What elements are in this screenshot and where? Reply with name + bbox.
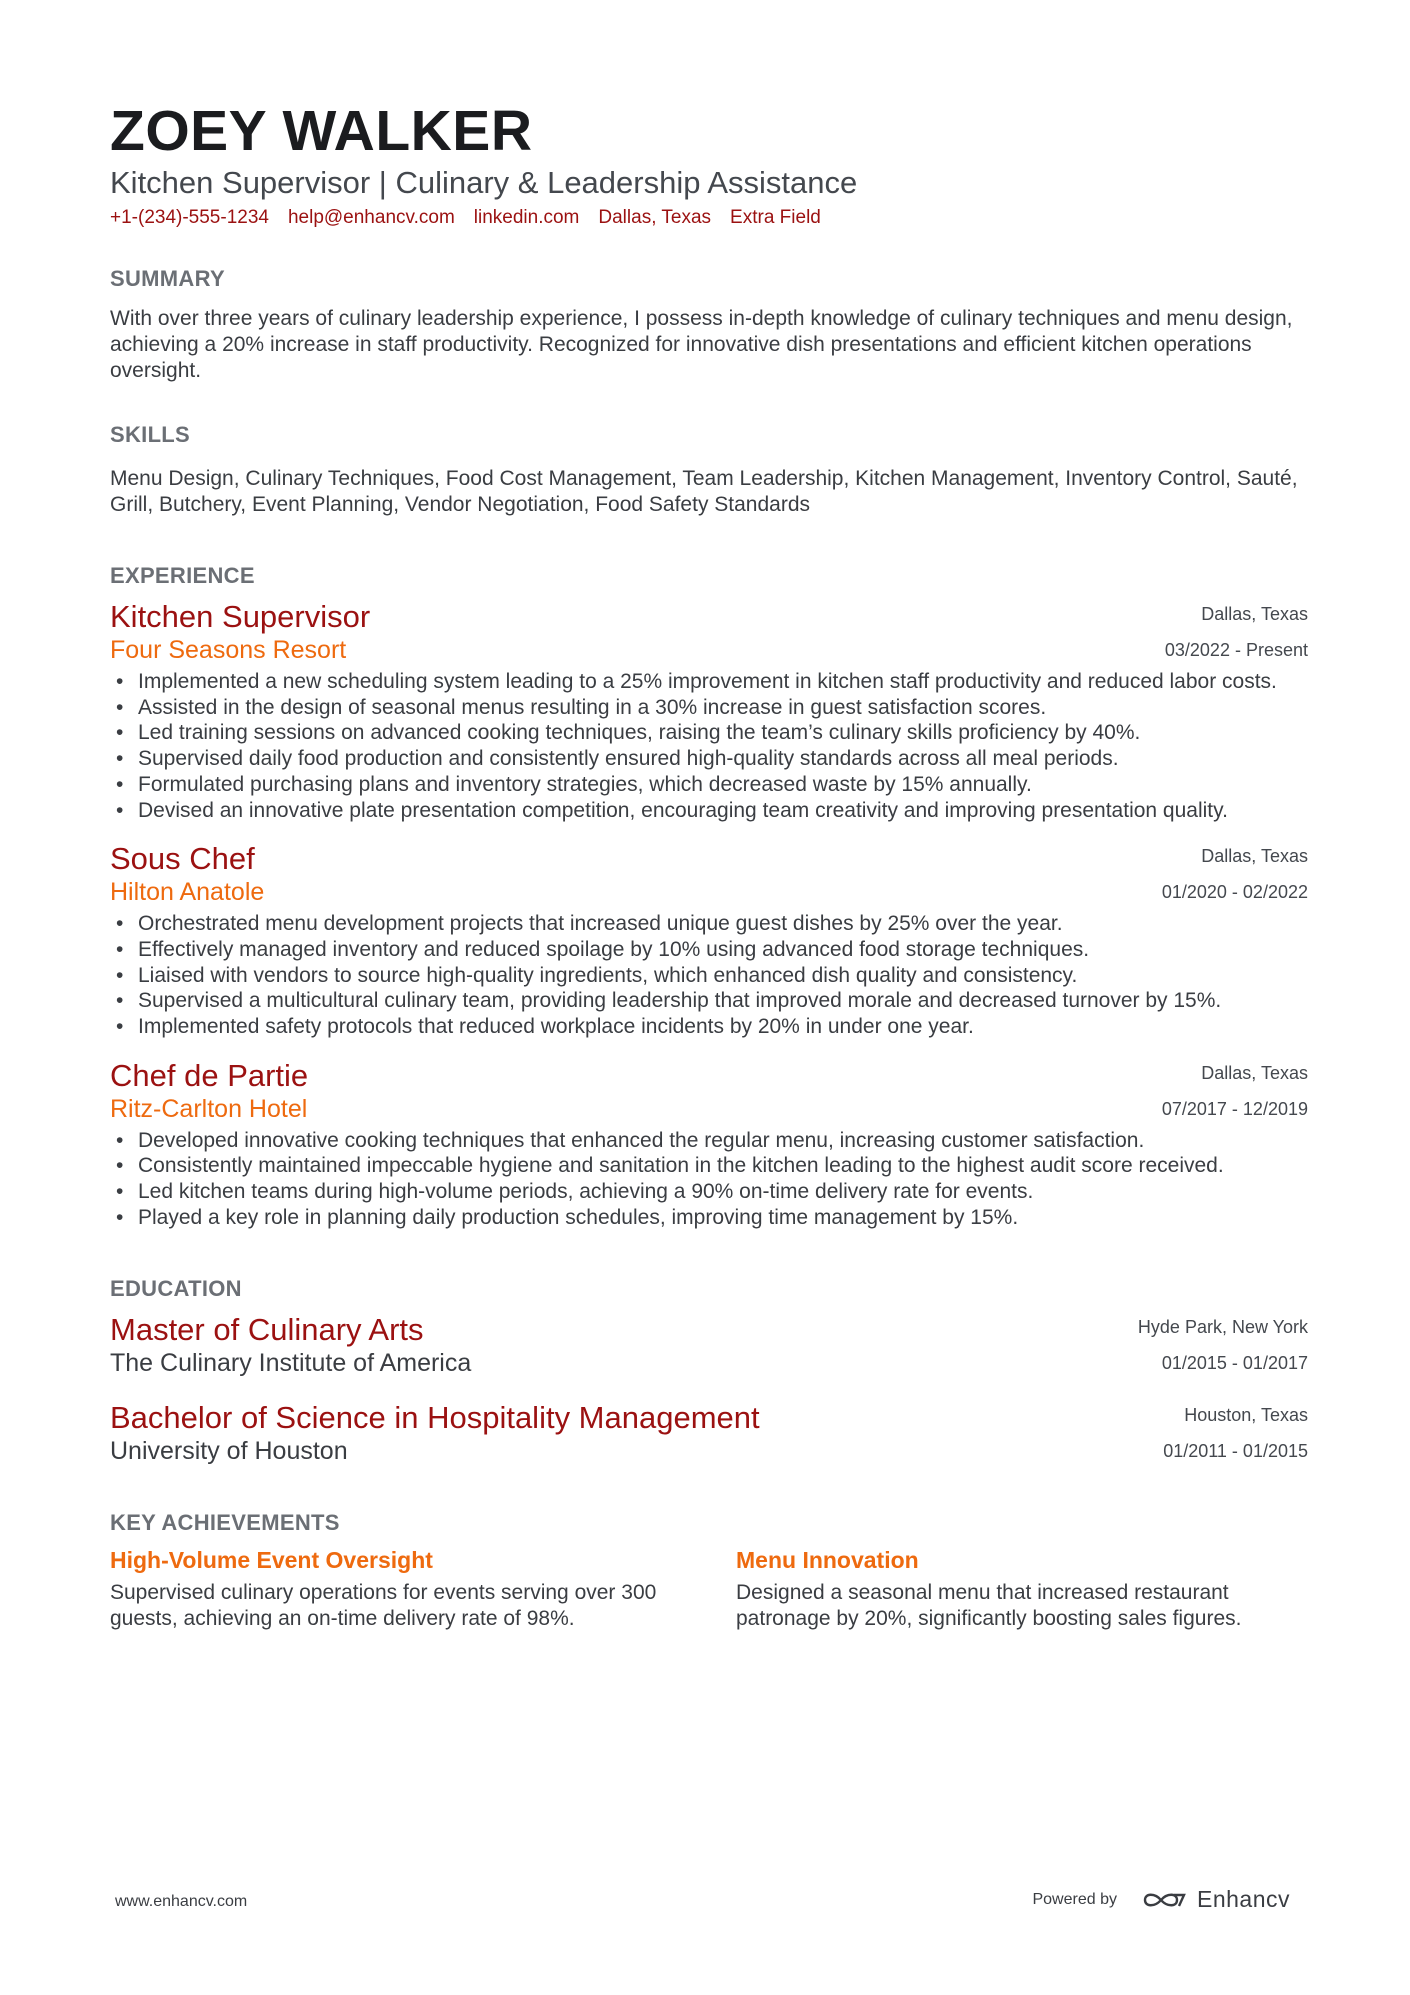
job-bullets [110, 1128, 1308, 1231]
job-bullet: • Consistently maintained impeccable hygiene and sanitation in the kitchen leading to the highest audit score received. [138, 1153, 1308, 1179]
experience-entry-left [110, 841, 264, 907]
job-bullet: • Effectively managed inventory and reduced spoilage by 10% using advanced food storage techniques. [138, 937, 1308, 963]
achievement-item [110, 1546, 660, 1632]
company-name: Four Seasons Resort [110, 636, 347, 664]
degree-name: Bachelor of Science in Hospitality Management [110, 1399, 760, 1435]
job-bullet: • Led training sessions on advanced cooking techniques, raising the team’s culinary skills proficiency by 40%. [138, 720, 1308, 746]
job-bullet: • Liaised with vendors to source high-quality ingredients, which enhanced dish quality and consistency. [138, 963, 1308, 989]
achievement-description: Supervised culinary operations for events serving over 300 guests, achieving an on-time delivery rate of 98%. [110, 1580, 657, 1630]
resume-header [110, 100, 1308, 229]
skills-title: SKILLS [110, 422, 191, 447]
job-dates: 01/2020 - 02/2022 [1161, 882, 1308, 903]
achievements-section [110, 1510, 1308, 1632]
contact-extra-field: Extra Field [730, 207, 821, 228]
experience-entry-meta [1165, 599, 1308, 661]
job-bullet: • Supervised a multicultural culinary team, providing leadership that improved morale and decreased turnover by 15%. [138, 988, 1308, 1014]
experience-title: EXPERIENCE [110, 563, 255, 588]
education-entry-left [110, 1400, 760, 1466]
contact-phone[interactable]: +1-(234)-555-1234 [110, 207, 269, 228]
job-title: Chef de Partie [110, 1057, 309, 1093]
job-location: Dallas, Texas [1201, 846, 1308, 867]
job-title: Kitchen Supervisor [110, 599, 371, 634]
experience-entry [110, 599, 1308, 823]
resume-page [110, 100, 1308, 1632]
powered-by-label: Powered by [1032, 1890, 1117, 1908]
experience-entry-left [110, 1058, 308, 1124]
education-section [110, 1276, 1308, 1466]
job-bullet: • Formulated purchasing plans and inventory strategies, which decreased waste by 15% annually. [138, 772, 1308, 798]
contact-info [110, 207, 1308, 229]
footer-branding [1032, 1886, 1290, 1913]
experience-entry-left [110, 599, 370, 665]
job-bullet: • Supervised daily food production and consistently ensured high-quality standards across all meal periods. [138, 746, 1308, 772]
job-dates: 07/2017 - 12/2019 [1161, 1098, 1308, 1119]
company-name: Hilton Anatole [110, 878, 265, 907]
education-entry-meta [1138, 1312, 1308, 1374]
job-bullet: • Implemented a new scheduling system leading to a 25% improvement in kitchen staff productivity and reduced labor costs. [138, 669, 1308, 695]
education-entry-left [110, 1312, 471, 1378]
enhancv-brand[interactable] [1141, 1886, 1290, 1913]
job-dates: 03/2022 - Present [1164, 640, 1308, 660]
skills-section [110, 422, 1308, 518]
experience-entry-meta [1162, 1058, 1308, 1120]
education-title: EDUCATION [110, 1275, 242, 1301]
enhancv-brand-name: Enhancv [1196, 1886, 1290, 1912]
job-bullets [110, 911, 1308, 1040]
job-bullets [110, 669, 1308, 823]
summary-title: SUMMARY [110, 266, 225, 291]
job-bullet: • Led kitchen teams during high-volume periods, achieving a 90% on-time delivery rate for events. [138, 1179, 1308, 1205]
experience-section [110, 563, 1308, 1231]
school-name: The Culinary Institute of America [110, 1348, 472, 1377]
education-location: Hyde Park, New York [1137, 1316, 1308, 1337]
experience-entry-header [110, 1058, 1308, 1124]
candidate-headline: Kitchen Supervisor | Culinary & Leadership Assistance [110, 165, 858, 200]
achievement-title: High-Volume Event Oversight [110, 1546, 433, 1573]
summary-section [110, 266, 1308, 384]
job-location: Dallas, Texas [1201, 604, 1308, 624]
job-bullet: • Developed innovative cooking techniques that enhanced the regular menu, increasing customer satisfaction. [138, 1128, 1308, 1154]
achievements-title: KEY ACHIEVEMENTS [110, 1509, 340, 1535]
education-entry-meta [1163, 1400, 1308, 1462]
company-name: Ritz-Carlton Hotel [110, 1094, 308, 1123]
footer-website[interactable]: www.enhancv.com [115, 1893, 248, 1910]
education-dates: 01/2015 - 01/2017 [1161, 1352, 1308, 1373]
education-entry [110, 1312, 1308, 1378]
job-bullet: • Played a key role in planning daily production schedules, improving time management by 15%. [138, 1205, 1308, 1231]
experience-entry [110, 1058, 1308, 1231]
skills-text: Menu Design, Culinary Techniques, Food Cost Management, Team Leadership, Kitchen Management, Inventory Control, Sauté, Grill, Butchery, Event Planning, Vendor Negotiation, Food Safety Standards [110, 467, 1298, 516]
job-title: Sous Chef [110, 841, 255, 877]
experience-entry [110, 841, 1308, 1040]
degree-name: Master of Culinary Arts [110, 1311, 424, 1347]
experience-entry-header [110, 841, 1308, 907]
experience-entry-header [110, 599, 1308, 665]
contact-email[interactable]: help@enhancv.com [287, 207, 455, 228]
candidate-name: ZOEY WALKER [110, 99, 533, 163]
education-dates: 01/2011 - 01/2015 [1163, 1440, 1308, 1461]
job-location: Dallas, Texas [1201, 1062, 1308, 1083]
summary-text: With over three years of culinary leadership experience, I possess in-depth knowledge of culinary techniques and menu design, achieving a 20% increase in staff productivity. Recognized for innovative dish presentations and efficient kitchen operations oversight. [110, 307, 1293, 382]
enhancv-logo-icon [1141, 1888, 1187, 1912]
experience-entry-meta [1162, 841, 1308, 903]
job-bullet: • Implemented safety protocols that reduced workplace incidents by 20% in under one year. [138, 1014, 1308, 1040]
school-name: University of Houston [110, 1436, 348, 1465]
achievement-description: Designed a seasonal menu that increased restaurant patronage by 20%, significantly boosting sales figures. [736, 1580, 1242, 1630]
job-bullet: • Orchestrated menu development projects that increased unique guest dishes by 25% over the year. [138, 911, 1308, 937]
job-bullet: • Assisted in the design of seasonal menus resulting in a 30% increase in guest satisfaction scores. [138, 695, 1308, 721]
education-location: Houston, Texas [1184, 1404, 1308, 1425]
achievement-title: Menu Innovation [736, 1546, 919, 1573]
contact-location: Dallas, Texas [598, 207, 712, 228]
achievement-item [736, 1546, 1286, 1632]
contact-linkedin[interactable]: linkedin.com [473, 207, 580, 228]
job-bullet: • Devised an innovative plate presentation competition, encouraging team creativity and improving presentation quality. [138, 798, 1308, 824]
achievements-grid [110, 1546, 1308, 1632]
education-entry [110, 1400, 1308, 1466]
